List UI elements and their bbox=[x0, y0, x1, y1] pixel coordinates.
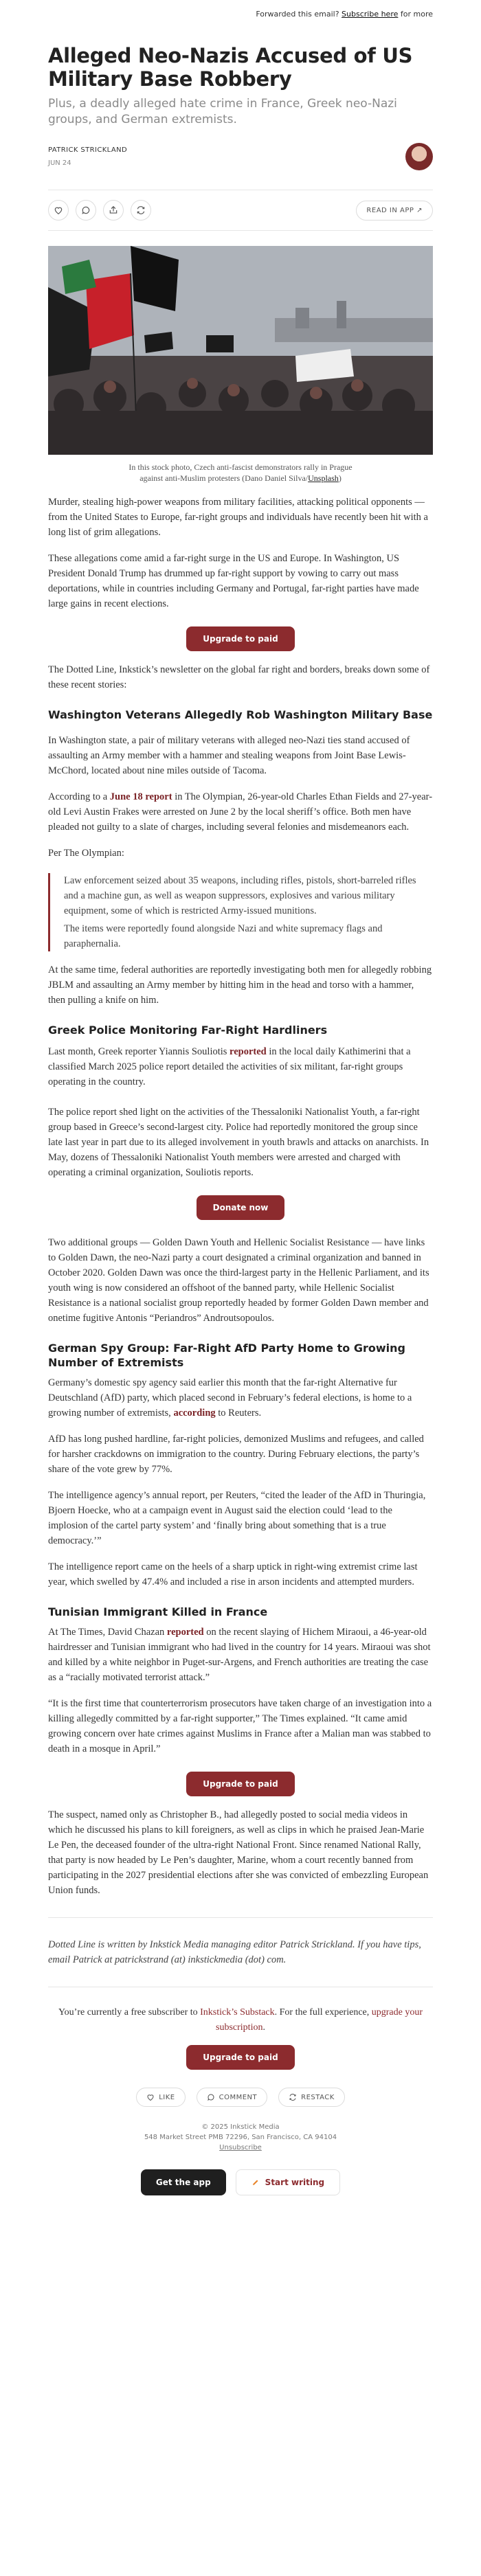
footer-copyright bbox=[48, 2122, 433, 2153]
sec2-paragraph-2: The police report shed light on the activities of the Thessaloniki Nationalist Youth, a far-right group based in Greece’s second-largest city. Police had reportedly monitored the group since late last year in part due to its alleged involvement in youth brawls and attacks on anarchists. In May, dozens of Thessaloniki Nationalist Youth members were arrested and charged with operating a criminal organization, Souliotis reports. bbox=[48, 1107, 429, 1178]
comment-label: COMMENT bbox=[219, 2093, 258, 2101]
intro-paragraph-3: The Dotted Line, Inkstick’s newsletter on the global far right and borders, breaks down some of these recent stories: bbox=[48, 664, 430, 690]
action-bar bbox=[48, 190, 433, 231]
caption-line1: In this stock photo, Czech anti-fascist demonstrators rally in Prague bbox=[128, 462, 353, 472]
free-subscriber-note bbox=[48, 2005, 433, 2035]
sec2-paragraph-1 bbox=[48, 1044, 433, 1089]
sec3-p1-text-b: to Reuters. bbox=[215, 1408, 262, 1419]
author-avatar[interactable] bbox=[405, 143, 433, 170]
sec3-paragraph-2: AfD has long pushed hardline, far-right policies, demonized Muslims and refugees, and called for harsher crackdowns on immigration to the country. During February elections, the party’s share of the vote grew by 77%. bbox=[48, 1434, 424, 1475]
sec1-p2-text-b: in The Olympian, 26-year-old Charles Ethan Fields and 27-year-old Levi Austin Frakes were arrested on June 2 by the local sheriff’s office. Both men have pleaded not guilty to a slate of charges, including several felonies and misdemeanors each. bbox=[48, 791, 433, 833]
forwarded-text: Forwarded this email? bbox=[256, 10, 339, 19]
app-buttons bbox=[48, 2169, 433, 2195]
forwarded-suffix: for more bbox=[400, 10, 433, 19]
quote-paragraph-2: The items were reportedly found alongside Nazi and white supremacy flags and paraphernalia. bbox=[64, 923, 383, 949]
restack-icon bbox=[289, 2093, 297, 2101]
share-button[interactable] bbox=[103, 200, 124, 221]
start-writing-button[interactable] bbox=[236, 2169, 340, 2195]
comment-icon bbox=[81, 205, 91, 215]
sec4-p1-text-a: At The Times, David Chazan bbox=[48, 1627, 167, 1638]
sec4-paragraph-2: “It is the first time that counterterrorism prosecutors have taken charge of an investigation into a killing allegedly committed by a far-right supporter,” The Times explained. “It came amid growing concern over hate crimes against Muslims in France after a Malian man was stabbed to death in a mosque in April.” bbox=[48, 1698, 432, 1754]
heart-icon bbox=[54, 205, 63, 215]
sec3-paragraph-3: The intelligence agency’s annual report, per Reuters, “cited the leader of the AfD in Thuringia, Bjoern Hoecke, who at a campaign event in August said the election could ‘lead to the implosion of the cartel party system’ and ‘finally bring about something that is a true democracy.’” bbox=[48, 1490, 426, 1546]
restack-button[interactable] bbox=[131, 200, 151, 221]
olympian-quote bbox=[48, 873, 433, 951]
june-18-report-link[interactable]: June 18 report bbox=[109, 791, 172, 802]
intro-paragraph-1: Murder, stealing high-power weapons from military facilities, attacking political opponents — from the United States to Europe, far-right groups and individuals have recently been hit with a long list of grim allegations. bbox=[48, 497, 428, 538]
sec1-paragraph-3: Per The Olympian: bbox=[48, 848, 124, 859]
get-app-button[interactable] bbox=[141, 2169, 226, 2195]
souliotis-reported-link[interactable]: reported bbox=[230, 1046, 267, 1057]
article-subtitle: Plus, a deadly alleged hate crime in France, Greek neo-Nazi groups, and German extremists. bbox=[48, 97, 397, 126]
comment-button[interactable] bbox=[76, 200, 96, 221]
caption-line2: against anti-Muslim protesters (Dano Daniel Silva/ bbox=[139, 473, 309, 483]
section-heading-greece: Greek Police Monitoring Far-Right Hardliners bbox=[48, 1024, 328, 1037]
free-note-text-b: . For the full experience, bbox=[274, 2007, 372, 2018]
free-note-text-a: You’re currently a free subscriber to bbox=[58, 2007, 201, 2018]
signoff-note: Dotted Line is written by Inkstick Media managing editor Patrick Strickland. If you have tips, email Patrick at patrickstrand (at) inkstickmedia (dot) com. bbox=[48, 1939, 421, 1965]
article-title[interactable]: Alleged Neo-Nazis Accused of US Military Base Robbery bbox=[48, 44, 413, 91]
subscribe-link[interactable]: Subscribe here bbox=[342, 10, 399, 19]
footer-actions bbox=[48, 2088, 433, 2107]
restack-icon bbox=[136, 205, 146, 215]
section-heading-france: Tunisian Immigrant Killed in France bbox=[48, 1605, 268, 1618]
quote-paragraph-1: Law enforcement seized about 35 weapons, including rifles, pistols, short-barreled rifles and a machine gun, as well as weapon suppressors, explosives and various military equipment, some of which is restricted Army-issued munitions. bbox=[64, 875, 416, 916]
read-in-app-label: READ IN APP bbox=[366, 206, 414, 214]
hero-image[interactable] bbox=[48, 246, 433, 455]
upgrade-button-2[interactable]: Upgrade to paid bbox=[186, 1772, 294, 1796]
hero-caption bbox=[48, 462, 433, 484]
sec3-paragraph-4: The intelligence report came on the heels of a sharp uptick in right-wing extremist crime last year, which swelled by 47.4% and included a rise in arson incidents and attempted murders. bbox=[48, 1561, 418, 1588]
upgrade-subscription-link[interactable]: upgrade your subscription bbox=[216, 2007, 423, 2033]
footer-like-button[interactable] bbox=[136, 2088, 185, 2107]
address-text: 548 Market Street PMB 72296, San Francisco, CA 94104 bbox=[144, 2134, 337, 2141]
comment-icon bbox=[207, 2093, 215, 2101]
sec1-paragraph-2 bbox=[48, 789, 433, 835]
unsubscribe-link[interactable]: Unsubscribe bbox=[219, 2144, 262, 2151]
reuters-according-link[interactable]: according bbox=[173, 1408, 216, 1419]
sec4-paragraph-3: The suspect, named only as Christopher B., had allegedly posted to social media videos in which he discussed his plans to kill foreigners, as well as clips in which he praised Jean-Marie Le Pen, the deceased founder of the ultra-right National Front. Since renamed National Rally, that party is now headed by Le Pen’s daughter, Marine, whom a court recently banned from participating in the 2027 presidential elections after she was convicted of embezzling European Union funds. bbox=[48, 1809, 429, 1896]
sec4-p1-text-b: on the recent slaying of Hichem Miraoui, a 46-year-old hairdresser and Tunisian immigrant who had lived in the country for 14 years. Miraoui was shot and killed by a white neighbor in Puget-sur-Argens, and French authorities are treating the case as a “racially motivated terrorist attack.” bbox=[48, 1627, 431, 1683]
sec2-p1-text-b: in the local daily Kathimerini that a classified March 2025 police report detailed the activities of six militant, far-right groups operating in the country. bbox=[48, 1046, 411, 1087]
sec1-paragraph-1: In Washington state, a pair of military veterans with alleged neo-Nazi ties stand accused of assaulting an Army member with a hammer and stealing weapons from Joint Base Lewis-McChord, located about nine miles outside of Tacoma. bbox=[48, 735, 410, 776]
caption-close: ) bbox=[338, 473, 342, 483]
heart-icon bbox=[146, 2093, 155, 2101]
crowd-photo-illustration bbox=[48, 246, 433, 455]
like-label: LIKE bbox=[159, 2093, 175, 2101]
like-button[interactable] bbox=[48, 200, 69, 221]
sec1-paragraph-4: At the same time, federal authorities are reportedly investigating both men for allegedly robbing JBLM and assaulting an Army member by hitting him in the head and torso with a hammer, then pulling a knife on him. bbox=[48, 964, 432, 1006]
sec3-paragraph-1 bbox=[48, 1375, 433, 1421]
section-heading-washington: Washington Veterans Allegedly Rob Washington Military Base bbox=[48, 708, 433, 721]
pencil-icon bbox=[251, 2178, 260, 2187]
substack-link[interactable]: Inkstick’s Substack bbox=[200, 2007, 275, 2018]
sec4-paragraph-1 bbox=[48, 1625, 433, 1685]
footer-comment-button[interactable] bbox=[197, 2088, 268, 2107]
sec3-p1-text-a: Germany’s domestic spy agency said earlier this month that the far-right Alternative fur Deutschland (AfD) party, which placed second in February’s federal elections, is home to a growing number of extremists, bbox=[48, 1377, 412, 1419]
share-icon bbox=[109, 205, 118, 215]
footer-restack-button[interactable] bbox=[278, 2088, 345, 2107]
sec2-p1-text-a: Last month, Greek reporter Yiannis Souliotis bbox=[48, 1046, 230, 1057]
forwarded-banner bbox=[48, 0, 433, 33]
get-app-label: Get the app bbox=[155, 2178, 211, 2187]
times-reported-link[interactable]: reported bbox=[166, 1627, 204, 1638]
author-name[interactable]: PATRICK STRICKLAND bbox=[48, 146, 128, 154]
restack-label: RESTACK bbox=[301, 2093, 335, 2101]
upgrade-button-3[interactable]: Upgrade to paid bbox=[186, 2045, 294, 2070]
external-arrow-icon: ↗ bbox=[416, 206, 423, 214]
publish-date: JUN 24 bbox=[48, 159, 71, 167]
free-note-text-c: . bbox=[262, 2022, 265, 2033]
divider bbox=[48, 1917, 433, 1918]
copyright-text: © 2025 Inkstick Media bbox=[201, 2123, 280, 2131]
read-in-app-button[interactable] bbox=[356, 201, 433, 221]
caption-credit-link[interactable]: Unsplash bbox=[308, 473, 339, 483]
intro-paragraph-2: These allegations come amid a far-right surge in the US and Europe. In Washington, US President Donald Trump has drummed up far-right support by vowing to carry out mass deportations, while in countries including Germany and Portugal, far-right parties have made large gains in recent elections. bbox=[48, 553, 419, 609]
donate-button[interactable]: Donate now bbox=[197, 1195, 285, 1220]
section-heading-germany: German Spy Group: Far-Right AfD Party Home to Growing Number of Extremists bbox=[48, 1342, 405, 1369]
sec1-p2-text-a: According to a bbox=[48, 791, 110, 802]
sec2-paragraph-3: Two additional groups — Golden Dawn Youth and Hellenic Socialist Resistance — have links to Golden Dawn, the neo-Nazi party a court designated a criminal organization and banned in October 2020. Golden Dawn was once the third-largest party in the Hellenic Parliament, and its youth wing is now considered an offshoot of the banned party, while Hellenic Socialist Resistance is a national socialist group reportedly headed by former Golden Dawn member and onetime fugitive Antonis “Periandros” Androutsopoulos. bbox=[48, 1237, 429, 1324]
upgrade-button-1[interactable]: Upgrade to paid bbox=[186, 626, 294, 651]
byline bbox=[48, 143, 433, 170]
start-writing-label: Start writing bbox=[265, 2178, 325, 2187]
